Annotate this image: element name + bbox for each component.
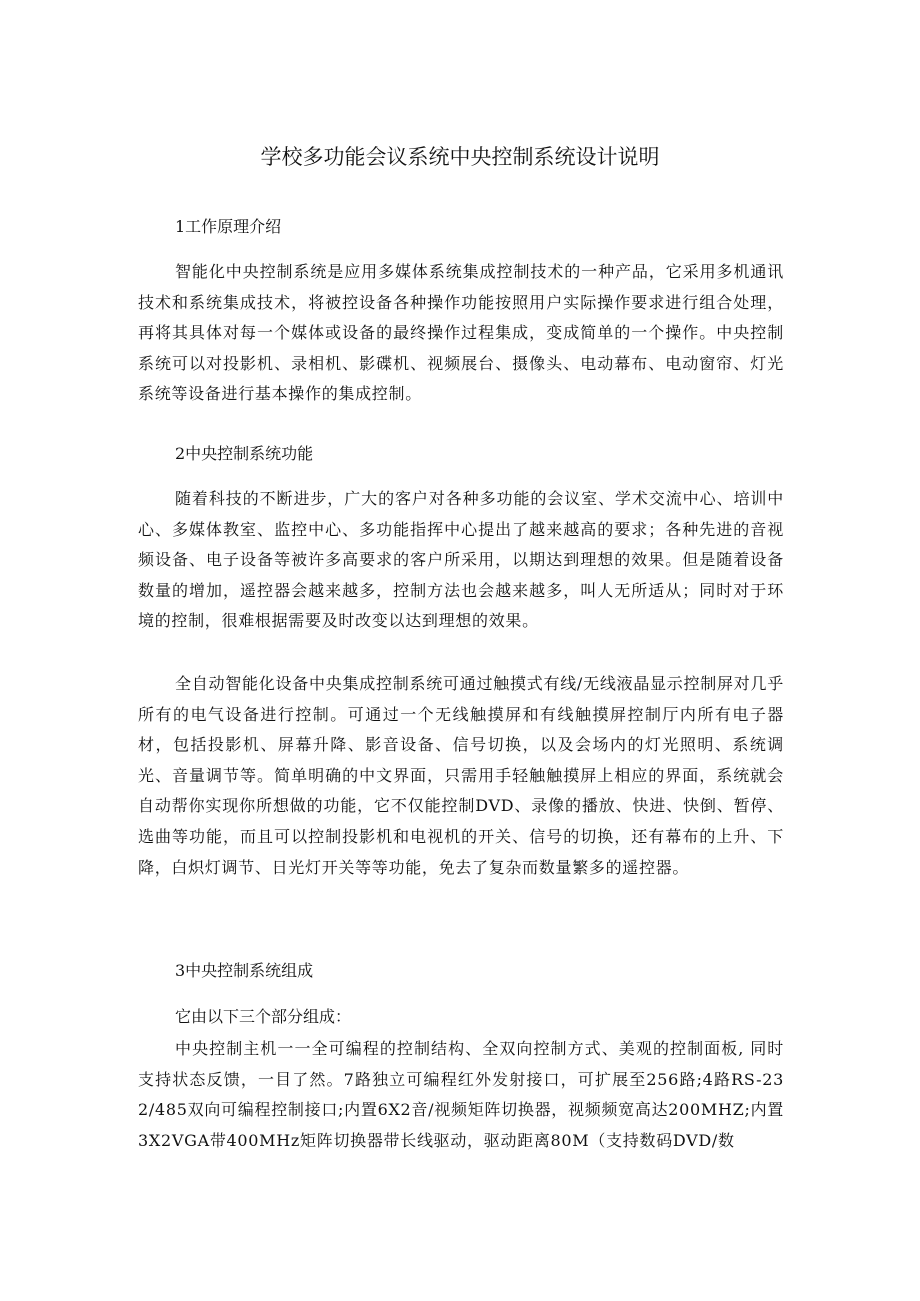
- section-3-intro: 它由以下三个部分组成：: [175, 1007, 352, 1026]
- section-heading-2: 2中央控制系统功能: [175, 444, 314, 463]
- section-heading-1: 1工作原理介绍: [175, 217, 282, 236]
- document-title: 学校多功能会议系统中央控制系统设计说明: [260, 145, 660, 169]
- section-2-paragraph-1: 随着科技的不断进步，广大的客户对各种多功能的会议室、学术交流中心、培训中心、多媒体教室、监控中心、多功能指挥中心提出了越来越高的要求；各种先进的音视频设备、电子设备等被许多高要求的客户所采用，以期达到理想的效果。但是随着设备数量的增加，遥控器会越来越多，控制方法也会越来越多，叫人无所适从；同时对于环境的控制，很难根据需要及时改变以达到理想的效果。: [138, 489, 784, 631]
- section-2-paragraph-2: 全自动智能化设备中央集成控制系统可通过触摸式有线/无线液晶显示控制屏对几乎所有的电气设备进行控制。可通过一个无线触摸屏和有线触摸屏控制厅内所有电子器材，包括投影机、屏幕升降、影音设备、信号切换，以及会场内的灯光照明、系统调光、音量调节等。简单明确的中文界面，只需用手轻触触摸屏上相应的界面，系统就会自动帮你实现你所想做的功能，它不仅能控制DVD、录像的播放、快进、快倒、暂停、选曲等功能，而且可以控制投影机和电视机的开关、信号的切换，还有幕布的上升、下降，白炽灯调节、日光灯开关等等功能，免去了复杂而数量繁多的遥控器。: [138, 674, 784, 877]
- section-3-paragraph-1: 中央控制主机一一全可编程的控制结构、全双向控制方式、美观的控制面板, 同时支持状态反馈，一目了然。7路独立可编程红外发射接口，可扩展至256路;4路RS-232/485双向可编程控制接口;内置6X2音/视频矩阵切换器，视频频宽高达200MHZ;内置3X2VGA带400MHz矩阵切换器带长线驱动，驱动距离80M（支持数码DVD/数: [138, 1039, 784, 1150]
- section-heading-3: 3中央控制系统组成: [175, 961, 314, 980]
- section-1-paragraph-1: 智能化中央控制系统是应用多媒体系统集成控制技术的一种产品，它采用多机通讯技术和系统集成技术，将被控设备各种操作功能按照用户实际操作要求进行组合处理，再将其具体对每一个媒体或设备的最终操作过程集成，变成简单的一个操作。中央控制系统可以对投影机、录相机、影碟机、视频展台、摄像头、电动幕布、电动窗帘、灯光系统等设备进行基本操作的集成控制。: [138, 262, 784, 404]
